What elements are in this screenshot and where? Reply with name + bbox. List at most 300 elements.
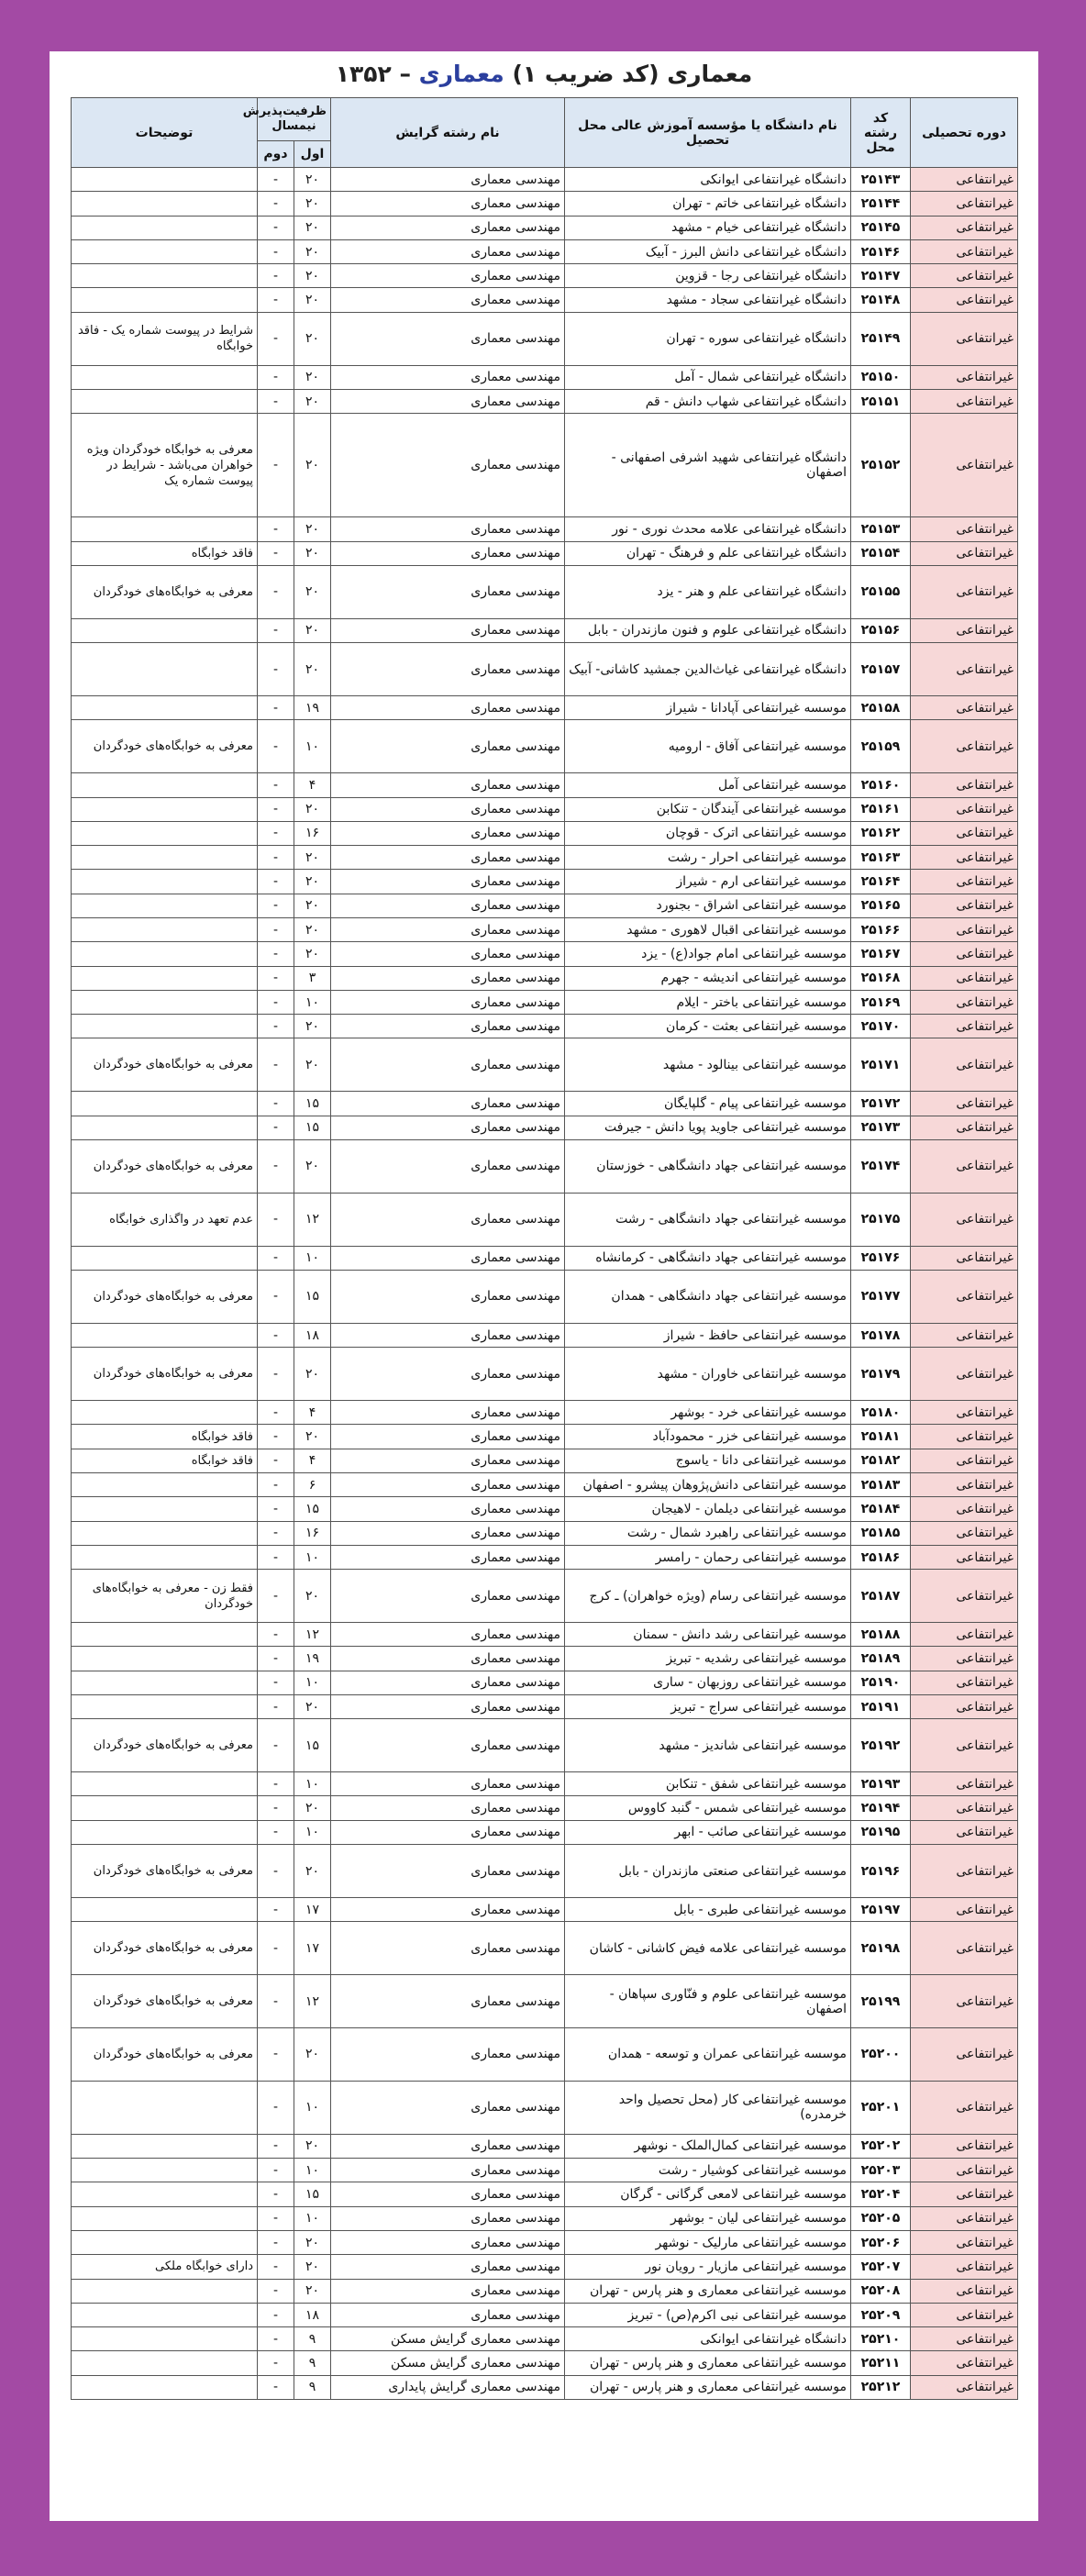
cell-notes xyxy=(72,2303,258,2326)
cell-capacity-second: - xyxy=(258,288,294,312)
cell-period: غیرانتفاعی xyxy=(911,846,1018,870)
cell-institution: دانشگاه غیرانتفاعی شهاب دانش - قم xyxy=(565,389,851,413)
cell-capacity-first: ۱۷ xyxy=(294,1897,331,1921)
cell-field: مهندسی معماری xyxy=(331,720,565,773)
cell-notes xyxy=(72,2134,258,2158)
table-row xyxy=(72,1038,1018,1092)
cell-code: ۲۵۱۵۵ xyxy=(851,565,911,618)
cell-capacity-first: ۲۰ xyxy=(294,517,331,541)
cell-institution: موسسه غیرانتفاعی رسام (ویژه خواهران) ـ کرج xyxy=(565,1570,851,1623)
cell-capacity-second: - xyxy=(258,1497,294,1521)
cell-field: مهندسی معماری xyxy=(331,821,565,845)
cell-capacity-second: - xyxy=(258,264,294,288)
cell-code: ۲۵۱۷۸ xyxy=(851,1323,911,1347)
cell-field: مهندسی معماری xyxy=(331,2279,565,2303)
cell-field: مهندسی معماری xyxy=(331,1116,565,1139)
cell-notes xyxy=(72,517,258,541)
cell-capacity-first: ۹ xyxy=(294,2351,331,2375)
cell-capacity-first: ۲۰ xyxy=(294,797,331,821)
table-row xyxy=(72,1845,1018,1898)
cell-code: ۲۵۱۴۶ xyxy=(851,239,911,263)
cell-field: مهندسی معماری xyxy=(331,2303,565,2326)
cell-period: غیرانتفاعی xyxy=(911,414,1018,517)
table-row xyxy=(72,1139,1018,1193)
cell-period: غیرانتفاعی xyxy=(911,288,1018,312)
cell-notes: معرفی به خوابگاه‌های خودگردان xyxy=(72,1139,258,1193)
cell-notes xyxy=(72,2327,258,2351)
cell-period: غیرانتفاعی xyxy=(911,2351,1018,2375)
cell-capacity-first: ۲۰ xyxy=(294,365,331,389)
cell-code: ۲۵۱۸۸ xyxy=(851,1623,911,1647)
cell-notes xyxy=(72,1772,258,1796)
cell-capacity-second: - xyxy=(258,1647,294,1671)
cell-period: غیرانتفاعی xyxy=(911,643,1018,696)
cell-code: ۲۵۱۹۳ xyxy=(851,1772,911,1796)
cell-notes xyxy=(72,1694,258,1718)
cell-capacity-second: - xyxy=(258,1015,294,1038)
cell-institution: دانشگاه غیرانتفاعی خاتم - تهران xyxy=(565,192,851,216)
cell-institution: موسسه غیرانتفاعی لیان - بوشهر xyxy=(565,2206,851,2230)
table-row xyxy=(72,565,1018,618)
table-row xyxy=(72,1348,1018,1401)
cell-capacity-first: ۱۵ xyxy=(294,1497,331,1521)
cell-notes xyxy=(72,2279,258,2303)
cell-capacity-first: ۲۰ xyxy=(294,2028,331,2082)
cell-period: غیرانتفاعی xyxy=(911,870,1018,894)
cell-institution: موسسه غیرانتفاعی معماری و هنر پارس - تهران xyxy=(565,2351,851,2375)
cell-code: ۲۵۱۴۷ xyxy=(851,264,911,288)
cell-field: مهندسی معماری xyxy=(331,1348,565,1401)
cell-notes: فقط زن - معرفی به خوابگاه‌های خودگردان xyxy=(72,1570,258,1623)
cell-period: غیرانتفاعی xyxy=(911,618,1018,642)
cell-institution: موسسه غیرانتفاعی روزبهان - ساری xyxy=(565,1671,851,1694)
cell-code: ۲۵۱۸۴ xyxy=(851,1497,911,1521)
table-row xyxy=(72,1521,1018,1545)
cell-institution: موسسه غیرانتفاعی بینالود - مشهد xyxy=(565,1038,851,1092)
header-second: دوم xyxy=(258,141,294,168)
cell-field: مهندسی معماری xyxy=(331,1545,565,1569)
cell-period: غیرانتفاعی xyxy=(911,1671,1018,1694)
cell-capacity-first: ۴ xyxy=(294,1449,331,1472)
cell-field: مهندسی معماری xyxy=(331,264,565,288)
cell-capacity-first: ۱۲ xyxy=(294,1193,331,1246)
cell-capacity-first: ۲۰ xyxy=(294,414,331,517)
cell-field: مهندسی معماری xyxy=(331,696,565,720)
table-row xyxy=(72,1897,1018,1921)
cell-capacity-second: - xyxy=(258,239,294,263)
title-sub: معماری xyxy=(418,61,504,87)
cell-institution: دانشگاه غیرانتفاعی علامه محدث نوری - نور xyxy=(565,517,851,541)
cell-capacity-second: - xyxy=(258,2327,294,2351)
cell-period: غیرانتفاعی xyxy=(911,2206,1018,2230)
cell-capacity-first: ۲۰ xyxy=(294,2231,331,2255)
cell-capacity-second: - xyxy=(258,1623,294,1647)
cell-capacity-second: - xyxy=(258,1922,294,1975)
cell-institution: دانشگاه غیرانتفاعی علم و فرهنگ - تهران xyxy=(565,541,851,565)
cell-field: مهندسی معماری xyxy=(331,846,565,870)
header-code: کد رشته محل xyxy=(851,98,911,168)
cell-capacity-second: - xyxy=(258,720,294,773)
table-row xyxy=(72,1401,1018,1425)
cell-capacity-second: - xyxy=(258,821,294,845)
cell-capacity-second: - xyxy=(258,1521,294,1545)
cell-capacity-second: - xyxy=(258,1139,294,1193)
cell-field: مهندسی معماری xyxy=(331,1449,565,1472)
cell-code: ۲۵۱۷۹ xyxy=(851,1348,911,1401)
table-row xyxy=(72,1449,1018,1472)
cell-capacity-first: ۳ xyxy=(294,966,331,990)
cell-capacity-second: - xyxy=(258,1694,294,1718)
cell-code: ۲۵۲۰۲ xyxy=(851,2134,911,2158)
cell-code: ۲۵۱۶۸ xyxy=(851,966,911,990)
table-row xyxy=(72,1623,1018,1647)
cell-institution: دانشگاه غیرانتفاعی ایوانکی xyxy=(565,168,851,192)
cell-period: غیرانتفاعی xyxy=(911,821,1018,845)
table-row xyxy=(72,2351,1018,2375)
cell-period: غیرانتفاعی xyxy=(911,1425,1018,1449)
cell-code: ۲۵۱۶۷ xyxy=(851,942,911,966)
title-main: ۱۳۵۲ – معماری (کد ضریب ۱) xyxy=(335,61,753,87)
table-row xyxy=(72,216,1018,239)
cell-capacity-first: ۱۵ xyxy=(294,1719,331,1772)
cell-notes xyxy=(72,1897,258,1921)
cell-field: مهندسی معماری xyxy=(331,797,565,821)
cell-notes xyxy=(72,618,258,642)
cell-capacity-first: ۲۰ xyxy=(294,1425,331,1449)
cell-code: ۲۵۱۶۱ xyxy=(851,797,911,821)
cell-field: مهندسی معماری xyxy=(331,1401,565,1425)
cell-capacity-second: - xyxy=(258,1975,294,2028)
table-row xyxy=(72,990,1018,1014)
cell-code: ۲۵۱۶۲ xyxy=(851,821,911,845)
cell-code: ۲۵۱۹۲ xyxy=(851,1719,911,1772)
cell-capacity-second: - xyxy=(258,696,294,720)
cell-code: ۲۵۱۹۱ xyxy=(851,1694,911,1718)
cell-notes xyxy=(72,1246,258,1270)
cell-period: غیرانتفاعی xyxy=(911,1401,1018,1425)
table-row xyxy=(72,1796,1018,1820)
cell-capacity-first: ۱۹ xyxy=(294,1647,331,1671)
cell-period: غیرانتفاعی xyxy=(911,2375,1018,2399)
cell-institution: موسسه غیرانتفاعی عمران و توسعه - همدان xyxy=(565,2028,851,2082)
cell-capacity-first: ۲۰ xyxy=(294,942,331,966)
cell-period: غیرانتفاعی xyxy=(911,2159,1018,2182)
cell-field: مهندسی معماری xyxy=(331,239,565,263)
cell-capacity-second: - xyxy=(258,1449,294,1472)
table-row xyxy=(72,541,1018,565)
table-row xyxy=(72,821,1018,845)
cell-field: مهندسی معماری xyxy=(331,990,565,1014)
cell-capacity-second: - xyxy=(258,2206,294,2230)
cell-notes xyxy=(72,1116,258,1139)
cell-institution: موسسه غیرانتفاعی جهاد دانشگاهی - خوزستان xyxy=(565,1139,851,1193)
cell-field: مهندسی معماری xyxy=(331,1092,565,1116)
cell-notes xyxy=(72,966,258,990)
cell-capacity-second: - xyxy=(258,1116,294,1139)
cell-code: ۲۵۱۸۳ xyxy=(851,1473,911,1497)
cell-institution: موسسه غیرانتفاعی صنعتی مازندران - بابل xyxy=(565,1845,851,1898)
cell-notes xyxy=(72,1092,258,1116)
cell-field: مهندسی معماری xyxy=(331,870,565,894)
cell-code: ۲۵۱۷۵ xyxy=(851,1193,911,1246)
table-row xyxy=(72,696,1018,720)
cell-field: مهندسی معماری xyxy=(331,365,565,389)
cell-capacity-second: - xyxy=(258,846,294,870)
cell-code: ۲۵۲۰۴ xyxy=(851,2182,911,2206)
cell-code: ۲۵۱۵۰ xyxy=(851,365,911,389)
cell-period: غیرانتفاعی xyxy=(911,1323,1018,1347)
table-row xyxy=(72,1473,1018,1497)
table-row xyxy=(72,618,1018,642)
cell-period: غیرانتفاعی xyxy=(911,1694,1018,1718)
cell-institution: موسسه غیرانتفاعی رحمان - رامسر xyxy=(565,1545,851,1569)
cell-capacity-first: ۲۰ xyxy=(294,1139,331,1193)
cell-notes xyxy=(72,773,258,797)
cell-institution: موسسه غیرانتفاعی اقبال لاهوری - مشهد xyxy=(565,918,851,942)
cell-period: غیرانتفاعی xyxy=(911,517,1018,541)
cell-capacity-second: - xyxy=(258,1348,294,1401)
cell-institution: موسسه غیرانتفاعی مارلیک - نوشهر xyxy=(565,2231,851,2255)
cell-code: ۲۵۱۶۰ xyxy=(851,773,911,797)
cell-period: غیرانتفاعی xyxy=(911,2182,1018,2206)
cell-code: ۲۵۱۵۷ xyxy=(851,643,911,696)
cell-capacity-first: ۱۰ xyxy=(294,1671,331,1694)
cell-period: غیرانتفاعی xyxy=(911,565,1018,618)
cell-notes xyxy=(72,389,258,413)
cell-capacity-first: ۱۰ xyxy=(294,720,331,773)
cell-notes xyxy=(72,216,258,239)
cell-institution: موسسه غیرانتفاعی علوم و فنّاوری سپاهان - اصفهان xyxy=(565,1975,851,2028)
cell-field: مهندسی معماری xyxy=(331,1623,565,1647)
cell-code: ۲۵۱۷۲ xyxy=(851,1092,911,1116)
cell-field: مهندسی معماری xyxy=(331,643,565,696)
cell-code: ۲۵۱۷۶ xyxy=(851,1246,911,1270)
cell-capacity-second: - xyxy=(258,2134,294,2158)
cell-notes: فاقد خوابگاه xyxy=(72,541,258,565)
cell-capacity-first: ۴ xyxy=(294,1401,331,1425)
cell-code: ۲۵۱۵۹ xyxy=(851,720,911,773)
cell-institution: موسسه غیرانتفاعی اترک - قوچان xyxy=(565,821,851,845)
cell-capacity-first: ۲۰ xyxy=(294,2255,331,2279)
table-row xyxy=(72,239,1018,263)
cell-field: مهندسی معماری گرایش پایداری xyxy=(331,2375,565,2399)
cell-capacity-first: ۲۰ xyxy=(294,1348,331,1401)
cell-capacity-first: ۲۰ xyxy=(294,168,331,192)
cell-institution: موسسه غیرانتفاعی دانا - یاسوج xyxy=(565,1449,851,1472)
cell-notes xyxy=(72,2231,258,2255)
cell-code: ۲۵۱۹۴ xyxy=(851,1796,911,1820)
cell-notes xyxy=(72,894,258,917)
cell-capacity-second: - xyxy=(258,870,294,894)
cell-institution: موسسه غیرانتفاعی طبری - بابل xyxy=(565,1897,851,1921)
cell-capacity-first: ۲۰ xyxy=(294,192,331,216)
cell-capacity-first: ۱۰ xyxy=(294,1545,331,1569)
cell-capacity-first: ۱۰ xyxy=(294,1772,331,1796)
header-notes: توضیحات xyxy=(72,98,258,168)
cell-period: غیرانتفاعی xyxy=(911,1897,1018,1921)
cell-code: ۲۵۱۸۱ xyxy=(851,1425,911,1449)
cell-period: غیرانتفاعی xyxy=(911,1497,1018,1521)
cell-field: مهندسی معماری xyxy=(331,1425,565,1449)
cell-capacity-first: ۱۲ xyxy=(294,1975,331,2028)
cell-code: ۲۵۱۶۳ xyxy=(851,846,911,870)
cell-field: مهندسی معماری xyxy=(331,2028,565,2082)
cell-notes: شرایط در پیوست شماره یک - فاقد خوابگاه xyxy=(72,312,258,365)
table-row xyxy=(72,720,1018,773)
cell-period: غیرانتفاعی xyxy=(911,1473,1018,1497)
cell-capacity-second: - xyxy=(258,2351,294,2375)
cell-capacity-first: ۱۰ xyxy=(294,1246,331,1270)
cell-institution: دانشگاه غیرانتفاعی شمال - آمل xyxy=(565,365,851,389)
cell-institution: موسسه غیرانتفاعی مازیار - رویان نور xyxy=(565,2255,851,2279)
cell-period: غیرانتفاعی xyxy=(911,1772,1018,1796)
cell-code: ۲۵۲۰۵ xyxy=(851,2206,911,2230)
cell-notes: معرفی به خوابگاه خودگردان ویژه خواهران می‌باشد - شرایط در پیوست شماره یک xyxy=(72,414,258,517)
cell-period: غیرانتفاعی xyxy=(911,942,1018,966)
cell-capacity-second: - xyxy=(258,565,294,618)
cell-capacity-second: - xyxy=(258,1425,294,1449)
programs-table xyxy=(71,97,1018,2400)
cell-notes xyxy=(72,870,258,894)
cell-capacity-first: ۲۰ xyxy=(294,1845,331,1898)
table-row xyxy=(72,918,1018,942)
table-row xyxy=(72,2231,1018,2255)
cell-capacity-second: - xyxy=(258,1671,294,1694)
cell-capacity-second: - xyxy=(258,1545,294,1569)
cell-code: ۲۵۱۹۵ xyxy=(851,1820,911,1844)
table-row xyxy=(72,312,1018,365)
cell-notes xyxy=(72,2182,258,2206)
table-row xyxy=(72,288,1018,312)
table-row xyxy=(72,1015,1018,1038)
cell-capacity-second: - xyxy=(258,1897,294,1921)
cell-code: ۲۵۲۱۲ xyxy=(851,2375,911,2399)
table-row xyxy=(72,1694,1018,1718)
cell-capacity-second: - xyxy=(258,966,294,990)
table-row xyxy=(72,2279,1018,2303)
cell-notes xyxy=(72,643,258,696)
cell-field: مهندسی معماری xyxy=(331,1772,565,1796)
table-row xyxy=(72,1092,1018,1116)
cell-period: غیرانتفاعی xyxy=(911,389,1018,413)
cell-field: مهندسی معماری xyxy=(331,1323,565,1347)
cell-notes xyxy=(72,2375,258,2399)
cell-period: غیرانتفاعی xyxy=(911,2231,1018,2255)
cell-period: غیرانتفاعی xyxy=(911,1449,1018,1472)
cell-capacity-second: - xyxy=(258,2255,294,2279)
cell-field: مهندسی معماری xyxy=(331,288,565,312)
cell-institution: موسسه غیرانتفاعی خاوران - مشهد xyxy=(565,1348,851,1401)
cell-notes xyxy=(72,168,258,192)
cell-code: ۲۵۱۹۶ xyxy=(851,1845,911,1898)
cell-notes: فاقد خوابگاه xyxy=(72,1425,258,1449)
cell-period: غیرانتفاعی xyxy=(911,2255,1018,2279)
cell-institution: موسسه غیرانتفاعی کار (محل تحصیل واحد خرمدره) xyxy=(565,2081,851,2134)
cell-code: ۲۵۱۹۸ xyxy=(851,1922,911,1975)
cell-capacity-first: ۱۲ xyxy=(294,1623,331,1647)
cell-field: مهندسی معماری xyxy=(331,1975,565,2028)
cell-field: مهندسی معماری xyxy=(331,2182,565,2206)
cell-period: غیرانتفاعی xyxy=(911,1271,1018,1324)
cell-code: ۲۵۲۰۹ xyxy=(851,2303,911,2326)
cell-code: ۲۵۱۴۵ xyxy=(851,216,911,239)
cell-field: مهندسی معماری xyxy=(331,1521,565,1545)
cell-capacity-first: ۲۰ xyxy=(294,870,331,894)
header-institution: نام دانشگاه یا مؤسسه آموزش عالی محل تحصیل xyxy=(565,98,851,168)
cell-capacity-first: ۱۵ xyxy=(294,2182,331,2206)
cell-period: غیرانتفاعی xyxy=(911,541,1018,565)
cell-code: ۲۵۱۴۴ xyxy=(851,192,911,216)
cell-notes xyxy=(72,1401,258,1425)
cell-period: غیرانتفاعی xyxy=(911,1139,1018,1193)
table-row xyxy=(72,1772,1018,1796)
cell-institution: موسسه غیرانتفاعی دیلمان - لاهیجان xyxy=(565,1497,851,1521)
table-row xyxy=(72,365,1018,389)
cell-notes: معرفی به خوابگاه‌های خودگردان xyxy=(72,565,258,618)
cell-period: غیرانتفاعی xyxy=(911,312,1018,365)
cell-notes xyxy=(72,1545,258,1569)
cell-institution: موسسه غیرانتفاعی حافظ - شیراز xyxy=(565,1323,851,1347)
cell-period: غیرانتفاعی xyxy=(911,2081,1018,2134)
cell-capacity-second: - xyxy=(258,216,294,239)
cell-notes xyxy=(72,846,258,870)
cell-capacity-first: ۲۰ xyxy=(294,541,331,565)
cell-capacity-second: - xyxy=(258,1193,294,1246)
cell-period: غیرانتفاعی xyxy=(911,1193,1018,1246)
cell-capacity-first: ۱۸ xyxy=(294,1323,331,1347)
header-period: دوره تحصیلی xyxy=(911,98,1018,168)
table-row xyxy=(72,1271,1018,1324)
cell-notes xyxy=(72,1820,258,1844)
cell-notes xyxy=(72,2159,258,2182)
cell-field: مهندسی معماری xyxy=(331,1271,565,1324)
table-row xyxy=(72,1647,1018,1671)
cell-capacity-second: - xyxy=(258,1246,294,1270)
cell-field: مهندسی معماری xyxy=(331,1246,565,1270)
cell-field: مهندسی معماری xyxy=(331,1570,565,1623)
document-sheet xyxy=(50,51,1038,2521)
cell-field: مهندسی معماری xyxy=(331,1694,565,1718)
cell-period: غیرانتفاعی xyxy=(911,239,1018,263)
cell-notes: معرفی به خوابگاه‌های خودگردان xyxy=(72,1922,258,1975)
cell-capacity-second: - xyxy=(258,1038,294,1092)
cell-code: ۲۵۲۱۱ xyxy=(851,2351,911,2375)
cell-institution: موسسه غیرانتفاعی معماری و هنر پارس - تهران xyxy=(565,2375,851,2399)
cell-period: غیرانتفاعی xyxy=(911,918,1018,942)
cell-notes: معرفی به خوابگاه‌های خودگردان xyxy=(72,1975,258,2028)
cell-notes: معرفی به خوابگاه‌های خودگردان xyxy=(72,1348,258,1401)
cell-capacity-second: - xyxy=(258,414,294,517)
cell-period: غیرانتفاعی xyxy=(911,1570,1018,1623)
cell-institution: موسسه غیرانتفاعی علامه فیض کاشانی - کاشان xyxy=(565,1922,851,1975)
cell-capacity-first: ۲۰ xyxy=(294,2279,331,2303)
cell-capacity-second: - xyxy=(258,365,294,389)
cell-field: مهندسی معماری xyxy=(331,942,565,966)
table-row xyxy=(72,1545,1018,1569)
table-row xyxy=(72,1922,1018,1975)
table-row xyxy=(72,1719,1018,1772)
header-first: اول xyxy=(294,141,331,168)
cell-code: ۲۵۱۴۹ xyxy=(851,312,911,365)
cell-period: غیرانتفاعی xyxy=(911,773,1018,797)
cell-notes xyxy=(72,1671,258,1694)
cell-institution: دانشگاه غیرانتفاعی علوم و فنون مازندران - بابل xyxy=(565,618,851,642)
cell-notes xyxy=(72,1647,258,1671)
cell-field: مهندسی معماری xyxy=(331,1015,565,1038)
cell-field: مهندسی معماری xyxy=(331,168,565,192)
cell-field: مهندسی معماری xyxy=(331,565,565,618)
cell-code: ۲۵۲۰۰ xyxy=(851,2028,911,2082)
